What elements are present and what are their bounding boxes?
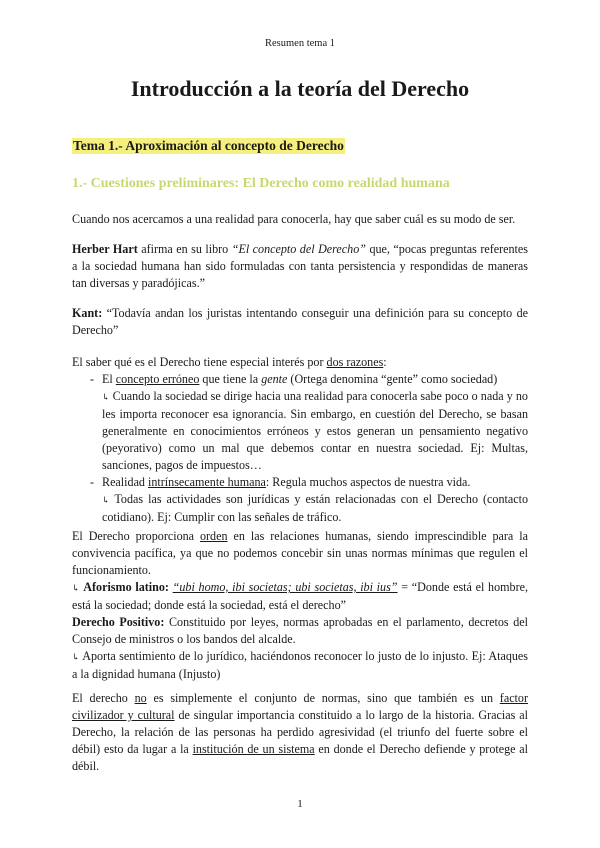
subsection-heading: 1.- Cuestiones preliminares: El Derecho como realidad humana (72, 176, 450, 191)
document-title: Introducción a la teoría del Derecho (130, 76, 470, 101)
paragraph-intro: Cuando nos acercamos a una realidad para conocerla, hay que saber cuál es su modo de ser. (72, 212, 516, 226)
paragraph-kant: Kant: “Todavía andan los juristas intentando conseguir una definición para su concepto de Derecho” (72, 306, 528, 337)
list-item: - Realidad intrínsecamente humana: Regula muchos aspectos de nuestra vida. (90, 475, 471, 489)
section-heading: Tema 1.- Aproximación al concepto de Derecho (73, 138, 344, 153)
paragraph-hart: Herber Hart afirma en su libro “El concepto del Derecho” que, “pocas preguntas referentes a la sociedad humana han sido formuladas con tanta persistencia y respondidas de maneras tan diversas y paradójicas.” (72, 242, 528, 290)
paragraph-order: El Derecho proporciona orden en las relaciones humanas, siendo imprescindible para la convivencia pacífica, ya que no podemos concebir sin unas normas mínimas que regulen el funcionamiento. ↳ Aforismo latino: “ubi homo, ibi societas; ubi societas, ibi ius” = “Donde está el hombre, está la sociedad; donde está la sociedad, está el derecho” Derecho Positivo: Constituido por leyes, normas aprobadas en el parlamento, decretos del Consejo de ministros o los bandos del alcalde. ↳ Aporta sentimiento de lo jurídico, haciéndonos reconocer lo justo de lo injusto. Ej: Ataques a la dignidad humana (Injusto) (72, 529, 529, 681)
paragraph-civilizer: El derecho no es simplemente el conjunto de normas, sino que también es un factor civilizador y cultural de singular importancia constituido a lo largo de la historia. Gracias al Derecho, la relación de las personas ha perdido agresividad (el triunfo del fuerte sobre el débil) esto da lugar a la institución de un sistema en donde el Derecho defiende y protege al débil. (72, 691, 529, 773)
arrow-icon: ↳ (72, 583, 80, 593)
paragraph-reasons: El saber qué es el Derecho tiene especial interés por dos razones: - El concepto erróneo que tiene la gente (Ortega denomina “gente” como sociedad) ↳ Cuando la sociedad se dirige hacia una realidad para conocerla sabe poco o nada y no les importa reconocer esa ignorancia. Sin embargo, en cuestión del Derecho, se basan generalmente en conocimientos erróneos y estos generan un pensamiento negativo (peyorativo) como un mal que debemos contar en nuestra sociedad. Ej: Multas, sanciones, pagos de impuestos… - Realidad intrínsecamente humana: Regula muchos aspectos de nuestra vida. ↳ Todas las actividades son jurídicas y están relacionadas con el Derecho (contacto cotidiano). Ej: Cumplir con las señales de tráfico. (72, 355, 528, 524)
list-sub-item: ↳ Todas las actividades son jurídicas y están relacionadas con el Derecho (contacto cotidiano). Ej: Cumplir con las señales de tráfico. (102, 492, 528, 524)
arrow-icon: ↳ (72, 652, 80, 662)
arrow-icon: ↳ (102, 392, 110, 402)
page-header: Resumen tema 1 (265, 38, 335, 49)
arrow-icon: ↳ (102, 495, 110, 505)
list-item: - El concepto erróneo que tiene la gente (Ortega denomina “gente” como sociedad) (90, 372, 498, 386)
page-number: 1 (297, 798, 303, 810)
list-sub-item: ↳ Cuando la sociedad se dirige hacia una realidad para conocerla sabe poco o nada y no les importa reconocer esa ignorancia. Sin embargo, en cuestión del Derecho, se basan generalmente en conocimientos erróneos y estos generan un pensamiento negativo (peyorativo) como un mal que debemos contar en nuestra sociedad. Ej: Multas, sanciones, pagos de impuestos… (102, 389, 528, 472)
